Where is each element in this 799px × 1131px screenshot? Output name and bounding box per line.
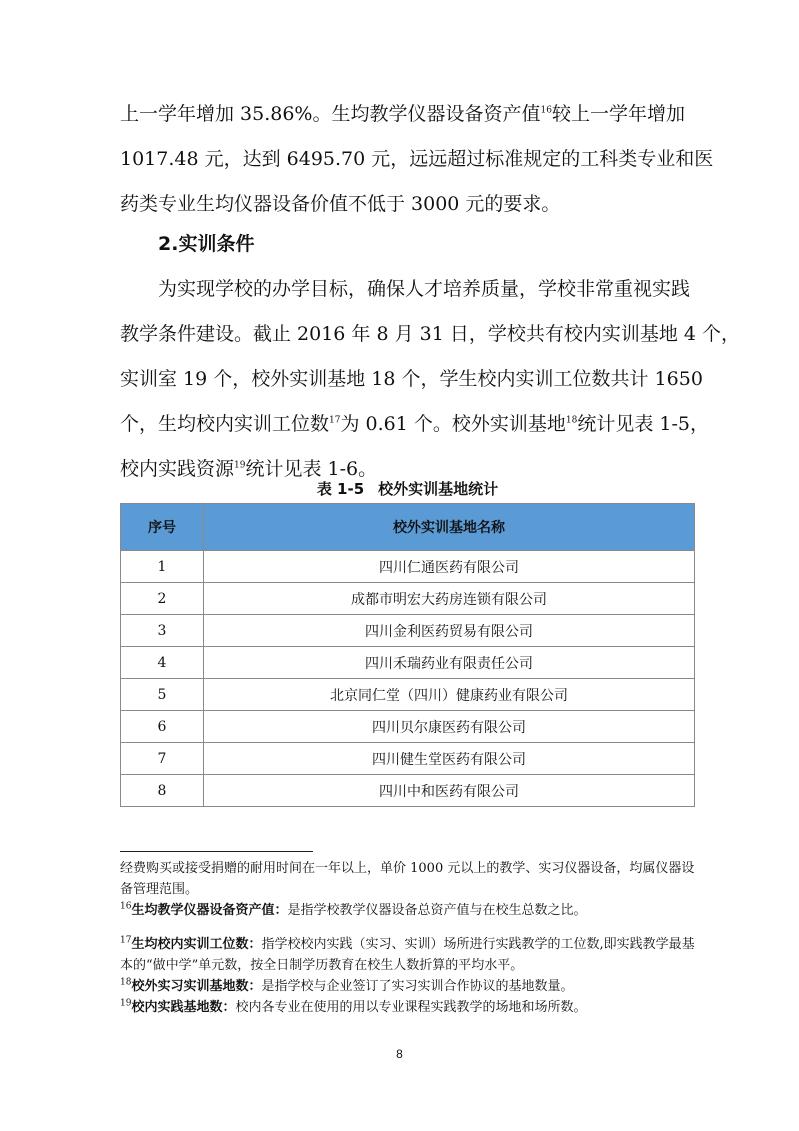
- table-body: [121, 551, 695, 807]
- footnote-spacer: [120, 921, 700, 934]
- row-index: 2: [121, 583, 204, 615]
- table-row: [121, 679, 695, 711]
- row-index: 1: [121, 551, 204, 583]
- row-index: 4: [121, 647, 204, 679]
- table-row: [121, 647, 695, 679]
- table-caption: [120, 478, 695, 499]
- section-heading: 2.实训条件: [158, 233, 255, 255]
- table-row: [121, 583, 695, 615]
- footnote-number: 19: [120, 998, 132, 1009]
- header-index: 序号: [121, 504, 204, 551]
- table-caption-title: 校外实训基地统计: [378, 480, 499, 498]
- row-base-name: 四川仁通医药有限公司: [204, 551, 695, 583]
- footnote-ref: 17: [329, 415, 341, 426]
- table-caption-number: 表 1-5: [316, 480, 365, 498]
- text-run: 为实现学校的办学目标，确保人才培养质量，学校非常重视实践: [158, 278, 691, 300]
- row-base-name: 四川禾瑞药业有限责任公司: [204, 647, 695, 679]
- row-base-name: 成都市明宏大药房连锁有限公司: [204, 583, 695, 615]
- text-run: 药类专业生均仪器设备价值不低于 3000 元的要求。: [120, 193, 561, 215]
- text-line: [120, 402, 709, 447]
- row-index: 5: [121, 679, 204, 711]
- table-row: [121, 551, 695, 583]
- row-base-name: 四川中和医药有限公司: [204, 775, 695, 807]
- row-index: 8: [121, 775, 204, 807]
- row-index: 7: [121, 743, 204, 775]
- footnote-number: 17: [120, 935, 132, 946]
- text-run: 较上一学年增加: [551, 103, 685, 125]
- footnote-number: 18: [120, 977, 132, 988]
- footnote-item: [120, 934, 700, 976]
- footnote-text: 校内各专业在使用的用以专业课程实践教学的场地和场所数。: [235, 1000, 587, 1015]
- footnote-text: 是指学校与企业签订了实习实训合作协议的基地数量。: [261, 979, 574, 994]
- row-base-name: 北京同仁堂（四川）健康药业有限公司: [204, 679, 695, 711]
- footnotes: [120, 858, 700, 1018]
- text-run: 统计见表 1-5，: [577, 413, 709, 435]
- footnote-list: [120, 900, 700, 1018]
- text-line: [120, 137, 714, 182]
- footnote-text: 指学校校内实践（实习、实训）场所进行实践教学的工位数,即实践教学最基本的“做中学”单元数，按全日制学历教育在校生人数折算的平均水平。: [120, 937, 695, 973]
- text-run: 实训室 19 个，校外实训基地 18 个，学生校内实训工位数共计 1650: [120, 368, 703, 390]
- table-row: [121, 615, 695, 647]
- row-base-name: 四川健生堂医药有限公司: [204, 743, 695, 775]
- footnote-item: [120, 976, 700, 997]
- footnote-term: 生均教学仪器设备资产值：: [131, 903, 288, 918]
- footnote-divider: [120, 851, 313, 852]
- table-row: [121, 775, 695, 807]
- text-run: 校内实践资源: [120, 458, 235, 480]
- row-index: 6: [121, 711, 204, 743]
- intro-paragraph: [120, 92, 714, 227]
- footnote-term: 校外实习实训基地数：: [131, 979, 262, 994]
- text-line: [120, 267, 700, 312]
- table-row: [121, 743, 695, 775]
- text-run: 统计见表 1-6。: [245, 458, 378, 480]
- text-run: 教学条件建设。截止 2016 年 8 月 31 日，学校共有校内实训基地 4 个，: [120, 323, 741, 345]
- training-base-table: [120, 503, 695, 807]
- text-run: 上一学年增加 35.86%。生均教学仪器设备资产值: [120, 103, 541, 125]
- body-paragraph: [120, 267, 741, 492]
- text-line: [120, 357, 703, 402]
- text-line: [120, 182, 700, 227]
- footnote-continuation: 经费购买或接受捐赠的耐用时间在一年以上，单价 1000 元以上的教学、实习仪器设备，均属仪器设备管理范围。: [120, 861, 695, 897]
- footnote-item: [120, 900, 700, 921]
- footnote-ref: 18: [565, 415, 578, 426]
- table-header-row: [121, 504, 695, 551]
- text-line: [120, 312, 741, 357]
- row-base-name: 四川金利医药贸易有限公司: [204, 615, 695, 647]
- header-base-name: 校外实训基地名称: [204, 504, 695, 551]
- footnote-item: [120, 997, 700, 1018]
- footnote-term: 生均校内实训工位数：: [131, 937, 262, 952]
- table-row: [121, 711, 695, 743]
- footnote-term: 校内实践基地数：: [131, 1000, 236, 1015]
- footnote-number: 16: [120, 901, 132, 912]
- row-base-name: 四川贝尔康医药有限公司: [204, 711, 695, 743]
- text-run: 为 0.61 个。校外实训基地: [340, 413, 566, 435]
- footnote-ref: 16: [540, 105, 552, 116]
- text-run: 个，生均校内实训工位数: [120, 413, 330, 435]
- page-number: 8: [396, 1047, 403, 1061]
- footnote-text: 是指学校教学仪器设备总资产值与在校生总数之比。: [287, 903, 587, 918]
- text-run: 1017.48 元，达到 6495.70 元，远远超过标准规定的工科类专业和医: [120, 148, 714, 170]
- footnote-ref: 19: [234, 460, 246, 471]
- row-index: 3: [121, 615, 204, 647]
- text-line: [120, 92, 700, 137]
